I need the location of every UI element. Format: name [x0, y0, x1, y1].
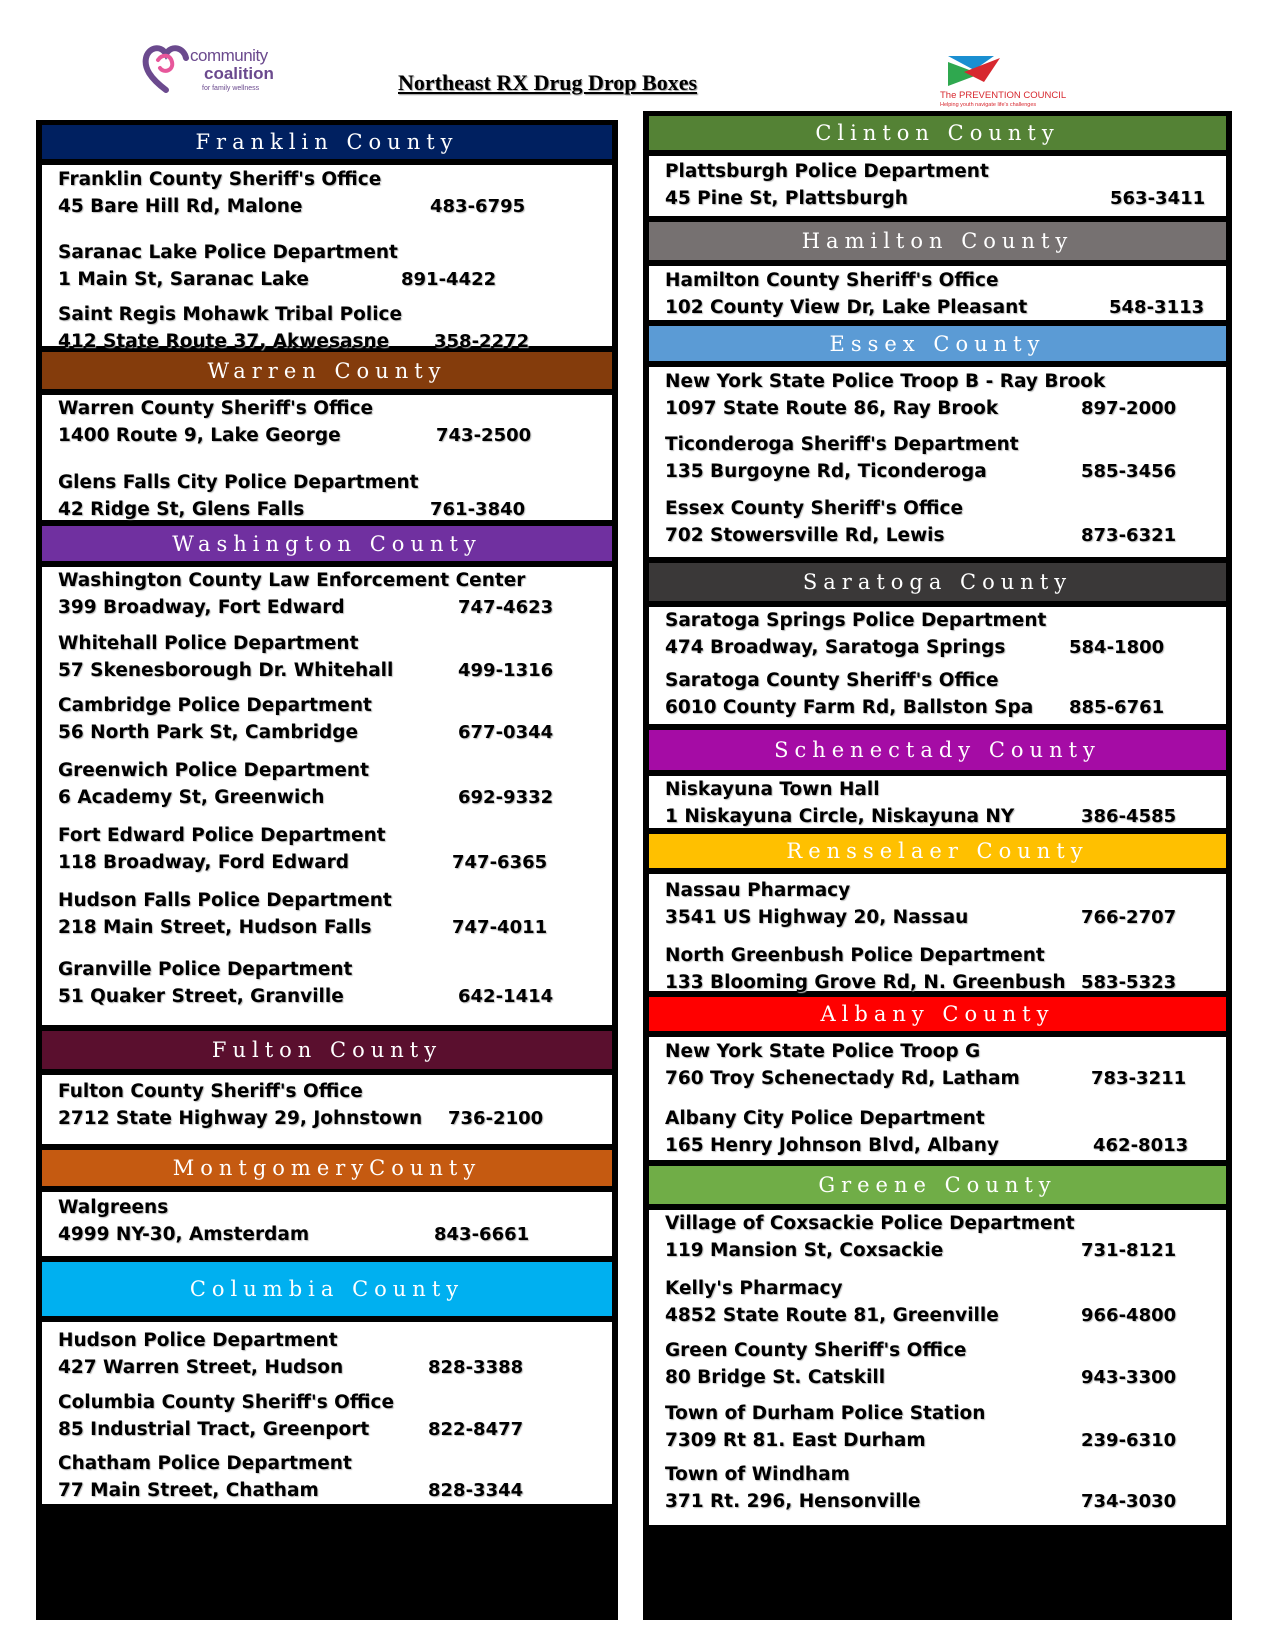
- entry-address: 119 Mansion St, Coxsackie: [665, 1240, 944, 1261]
- entry-address: 218 Main Street, Hudson Falls: [58, 917, 372, 938]
- franklin-county-header: [42, 125, 612, 159]
- entry-name: Whitehall Police Department: [58, 633, 359, 654]
- county-title: Greene County: [818, 1173, 1057, 1197]
- entry-address: 760 Troy Schenectady Rd, Latham: [665, 1068, 1020, 1089]
- entry-address: 4999 NY-30, Amsterdam: [58, 1224, 310, 1245]
- entry-name: Town of Windham: [665, 1464, 850, 1485]
- entry-name: Plattsburgh Police Department: [665, 161, 989, 182]
- saratoga-county-list: [649, 607, 1226, 724]
- list-item: [665, 877, 1218, 931]
- entry-address: 118 Broadway, Ford Edward: [58, 852, 350, 873]
- entry-name: Nassau Pharmacy: [665, 880, 851, 901]
- entry-name: Glens Falls City Police Department: [58, 472, 419, 493]
- columbia-county-header: [42, 1262, 612, 1316]
- entry-phone: 358-2272: [434, 331, 530, 352]
- entry-name: Hudson Police Department: [58, 1330, 338, 1351]
- entry-address: 371 Rt. 296, Hensonville: [665, 1491, 921, 1512]
- fulton-county-list: [42, 1075, 612, 1144]
- page-title: Northeast RX Drug Drop Boxes: [398, 70, 698, 95]
- entry-address: 56 North Park St, Cambridge: [58, 722, 359, 743]
- county-title: Essex County: [829, 331, 1046, 356]
- entry-phone: 731-8121: [1081, 1240, 1177, 1261]
- warren-county-header: [42, 352, 612, 389]
- entry-name: Columbia County Sheriff's Office: [58, 1392, 395, 1413]
- essex-county-header: [649, 326, 1226, 361]
- entry-name: Hamilton County Sheriff's Office: [665, 270, 999, 291]
- entry-phone: 766-2707: [1081, 907, 1177, 928]
- clinton-county-list: [649, 156, 1226, 216]
- county-title: Franklin County: [195, 130, 459, 154]
- entry-address: 3541 US Highway 20, Nassau: [665, 907, 969, 928]
- entry-phone: 563-3411: [1110, 188, 1206, 209]
- entry-address: 135 Burgoyne Rd, Ticonderoga: [665, 461, 987, 482]
- entry-name: Granville Police Department: [58, 959, 353, 980]
- entry-address: 7309 Rt 81. East Durham: [665, 1430, 926, 1451]
- entry-phone: 743-2500: [436, 425, 532, 446]
- entry-address: 51 Quaker Street, Granville: [58, 986, 344, 1007]
- list-item: [58, 301, 604, 355]
- schenectady-county-header: [649, 730, 1226, 770]
- entry-phone: 462-8013: [1093, 1135, 1189, 1156]
- county-title: MontgomeryCounty: [172, 1156, 482, 1180]
- albany-county-header: [649, 997, 1226, 1031]
- entry-name: New York State Police Troop G: [665, 1041, 981, 1062]
- list-item: [58, 887, 604, 941]
- list-item: [58, 1389, 604, 1443]
- entry-phone: 736-2100: [448, 1108, 544, 1129]
- greene-county-list: [649, 1210, 1226, 1525]
- montgomery-county-header: [42, 1150, 612, 1186]
- entry-name: Franklin County Sheriff's Office: [58, 169, 382, 190]
- clinton-county-header: [649, 116, 1226, 150]
- entry-phone: 386-4585: [1081, 806, 1177, 827]
- entry-phone: 584-1800: [1069, 637, 1165, 658]
- list-item: [58, 757, 604, 811]
- entry-phone: 891-4422: [401, 269, 497, 290]
- list-item: [665, 1400, 1218, 1454]
- entry-address: 6010 County Farm Rd, Ballston Spa: [665, 697, 1034, 718]
- list-item: [58, 956, 604, 1010]
- list-item: [665, 158, 1218, 212]
- entry-name: Green County Sheriff's Office: [665, 1340, 967, 1361]
- montgomery-county-list: [42, 1192, 612, 1256]
- county-title: Washington County: [172, 531, 482, 556]
- entry-address: 42 Ridge St, Glens Falls: [58, 499, 305, 520]
- entry-phone: 692-9332: [458, 787, 554, 808]
- entry-phone: 734-3030: [1081, 1491, 1177, 1512]
- entry-name: Kelly's Pharmacy: [665, 1278, 843, 1299]
- entry-address: 133 Blooming Grove Rd, N. Greenbush: [665, 972, 1066, 993]
- entry-address: 427 Warren Street, Hudson: [58, 1357, 344, 1378]
- fulton-county-header: [42, 1031, 612, 1069]
- entry-address: 165 Henry Johnson Blvd, Albany: [665, 1135, 999, 1156]
- entry-address: 85 Industrial Tract, Greenport: [58, 1419, 370, 1440]
- saratoga-county-header: [649, 563, 1226, 601]
- entry-name: Essex County Sheriff's Office: [665, 498, 964, 519]
- entry-name: Albany City Police Department: [665, 1108, 985, 1129]
- entry-address: 57 Skenesborough Dr. Whitehall: [58, 660, 394, 681]
- entry-phone: 747-6365: [452, 852, 548, 873]
- entry-phone: 783-3211: [1091, 1068, 1187, 1089]
- entry-address: 80 Bridge St. Catskill: [665, 1367, 886, 1388]
- entry-name: Niskayuna Town Hall: [665, 779, 880, 800]
- county-title: Schenectady County: [774, 738, 1101, 762]
- entry-phone: 828-3344: [428, 1480, 524, 1501]
- list-item: [58, 630, 604, 684]
- warren-county-list: [42, 395, 612, 520]
- entry-phone: 677-0344: [458, 722, 554, 743]
- list-item: [665, 1461, 1218, 1515]
- entry-name: Ticonderoga Sheriff's Department: [665, 434, 1019, 455]
- franklin-county-list: [42, 165, 612, 352]
- list-item: [58, 469, 604, 523]
- list-item: [58, 1078, 604, 1132]
- entry-phone: 843-6661: [434, 1224, 530, 1245]
- county-title: Rensselaer County: [786, 839, 1089, 863]
- entry-address: 102 County View Dr, Lake Pleasant: [665, 297, 1028, 318]
- columbia-county-list: [42, 1322, 612, 1504]
- list-item: [665, 942, 1218, 996]
- county-title: Albany County: [820, 1002, 1055, 1026]
- entry-name: Fulton County Sheriff's Office: [58, 1081, 363, 1102]
- entry-phone: 943-3300: [1081, 1367, 1177, 1388]
- rensselaer-county-header: [649, 834, 1226, 868]
- entry-phone: 583-5323: [1081, 972, 1177, 993]
- entry-address: 1 Main St, Saranac Lake: [58, 269, 309, 290]
- entry-name: Chatham Police Department: [58, 1453, 352, 1474]
- entry-phone: 747-4623: [458, 597, 554, 618]
- entry-phone: 499-1316: [458, 660, 554, 681]
- entry-address: 412 State Route 37, Akwesasne: [58, 331, 390, 352]
- entry-phone: 966-4800: [1081, 1305, 1177, 1326]
- logo-line-3: for family wellness: [202, 85, 260, 92]
- prevention-council-logo: [940, 52, 1070, 110]
- list-item: [58, 1327, 604, 1381]
- list-item: [665, 1337, 1218, 1391]
- list-item: [665, 495, 1218, 549]
- entry-name: Saratoga County Sheriff's Office: [665, 670, 999, 691]
- washington-county-header: [42, 526, 612, 561]
- list-item: [665, 368, 1218, 422]
- entry-phone: 747-4011: [452, 917, 548, 938]
- right-column: [643, 111, 1232, 1620]
- entry-address: 77 Main Street, Chatham: [58, 1480, 319, 1501]
- list-item: [665, 1105, 1218, 1159]
- entry-phone: 548-3113: [1109, 297, 1205, 318]
- list-item: [665, 667, 1218, 721]
- entry-phone: 897-2000: [1081, 398, 1177, 419]
- county-title: Clinton County: [815, 121, 1060, 145]
- entry-name: Hudson Falls Police Department: [58, 890, 392, 911]
- hamilton-county-list: [649, 266, 1226, 320]
- entry-address: 4852 State Route 81, Greenville: [665, 1305, 999, 1326]
- list-item: [58, 692, 604, 746]
- entry-name: Greenwich Police Department: [58, 760, 369, 781]
- county-title: Hamilton County: [801, 229, 1074, 253]
- community-coalition-logo: [142, 38, 292, 100]
- list-item: [665, 1038, 1218, 1092]
- county-title: Columbia County: [189, 1277, 465, 1301]
- list-item: [665, 776, 1218, 830]
- entry-name: Town of Durham Police Station: [665, 1403, 986, 1424]
- entry-address: 399 Broadway, Fort Edward: [58, 597, 345, 618]
- rensselaer-county-list: [649, 874, 1226, 991]
- left-column: [36, 120, 618, 1620]
- entry-address: 1097 State Route 86, Ray Brook: [665, 398, 999, 419]
- entry-phone: 642-1414: [458, 986, 554, 1007]
- entry-name: Saranac Lake Police Department: [58, 242, 398, 263]
- entry-phone: 239-6310: [1081, 1430, 1177, 1451]
- list-item: [665, 431, 1218, 485]
- entry-address: 45 Pine St, Plattsburgh: [665, 188, 908, 209]
- entry-address: 45 Bare Hill Rd, Malone: [58, 196, 303, 217]
- list-item: [58, 239, 604, 293]
- county-title: Saratoga County: [802, 570, 1073, 594]
- entry-name: Cambridge Police Department: [58, 695, 372, 716]
- essex-county-list: [649, 367, 1226, 557]
- entry-phone: 483-6795: [430, 196, 526, 217]
- entry-name: Fort Edward Police Department: [58, 825, 386, 846]
- entry-phone: 828-3388: [428, 1357, 524, 1378]
- entry-address: 6 Academy St, Greenwich: [58, 787, 325, 808]
- list-item: [58, 1450, 604, 1504]
- list-item: [58, 567, 604, 621]
- entry-phone: 885-6761: [1069, 697, 1165, 718]
- list-item: [58, 166, 604, 220]
- list-item: [665, 1210, 1218, 1264]
- entry-phone: 585-3456: [1081, 461, 1177, 482]
- county-title: Fulton County: [211, 1038, 443, 1062]
- county-title: Warren County: [207, 358, 447, 383]
- washington-county-list: [42, 567, 612, 1025]
- heart-logo-icon: [142, 40, 190, 96]
- hamilton-county-header: [649, 222, 1226, 260]
- list-item: [58, 822, 604, 876]
- albany-county-list: [649, 1037, 1226, 1160]
- entry-name: Saint Regis Mohawk Tribal Police: [58, 304, 403, 325]
- entry-name: Village of Coxsackie Police Department: [665, 1213, 1075, 1234]
- entry-address: 702 Stowersville Rd, Lewis: [665, 525, 945, 546]
- entry-phone: 873-6321: [1081, 525, 1177, 546]
- logo-right-line-2: Helping youth navigate life's challenges: [940, 102, 1037, 108]
- entry-phone: 761-3840: [430, 499, 526, 520]
- entry-name: Walgreens: [58, 1197, 169, 1218]
- flag-logo-icon: [944, 52, 1004, 88]
- list-item: [665, 1275, 1218, 1329]
- entry-name: Saratoga Springs Police Department: [665, 610, 1047, 631]
- list-item: [665, 607, 1218, 661]
- entry-address: 1400 Route 9, Lake George: [58, 425, 341, 446]
- entry-name: North Greenbush Police Department: [665, 945, 1045, 966]
- list-item: [58, 395, 604, 449]
- entry-name: Washington County Law Enforcement Center: [58, 570, 526, 591]
- entry-address: 2712 State Highway 29, Johnstown: [58, 1108, 423, 1129]
- list-item: [665, 267, 1218, 321]
- entry-phone: 822-8477: [428, 1419, 524, 1440]
- schenectady-county-list: [649, 776, 1226, 828]
- entry-address: 1 Niskayuna Circle, Niskayuna NY: [665, 806, 1015, 827]
- entry-name: Warren County Sheriff's Office: [58, 398, 374, 419]
- logo-right-line-1: The PREVENTION COUNCIL: [940, 90, 1067, 101]
- logo-line-1: community: [190, 46, 268, 65]
- logo-line-2: coalition: [204, 64, 274, 83]
- list-item: [58, 1194, 604, 1248]
- entry-name: New York State Police Troop B - Ray Brook: [665, 371, 1106, 392]
- entry-address: 474 Broadway, Saratoga Springs: [665, 637, 1006, 658]
- greene-county-header: [649, 1166, 1226, 1204]
